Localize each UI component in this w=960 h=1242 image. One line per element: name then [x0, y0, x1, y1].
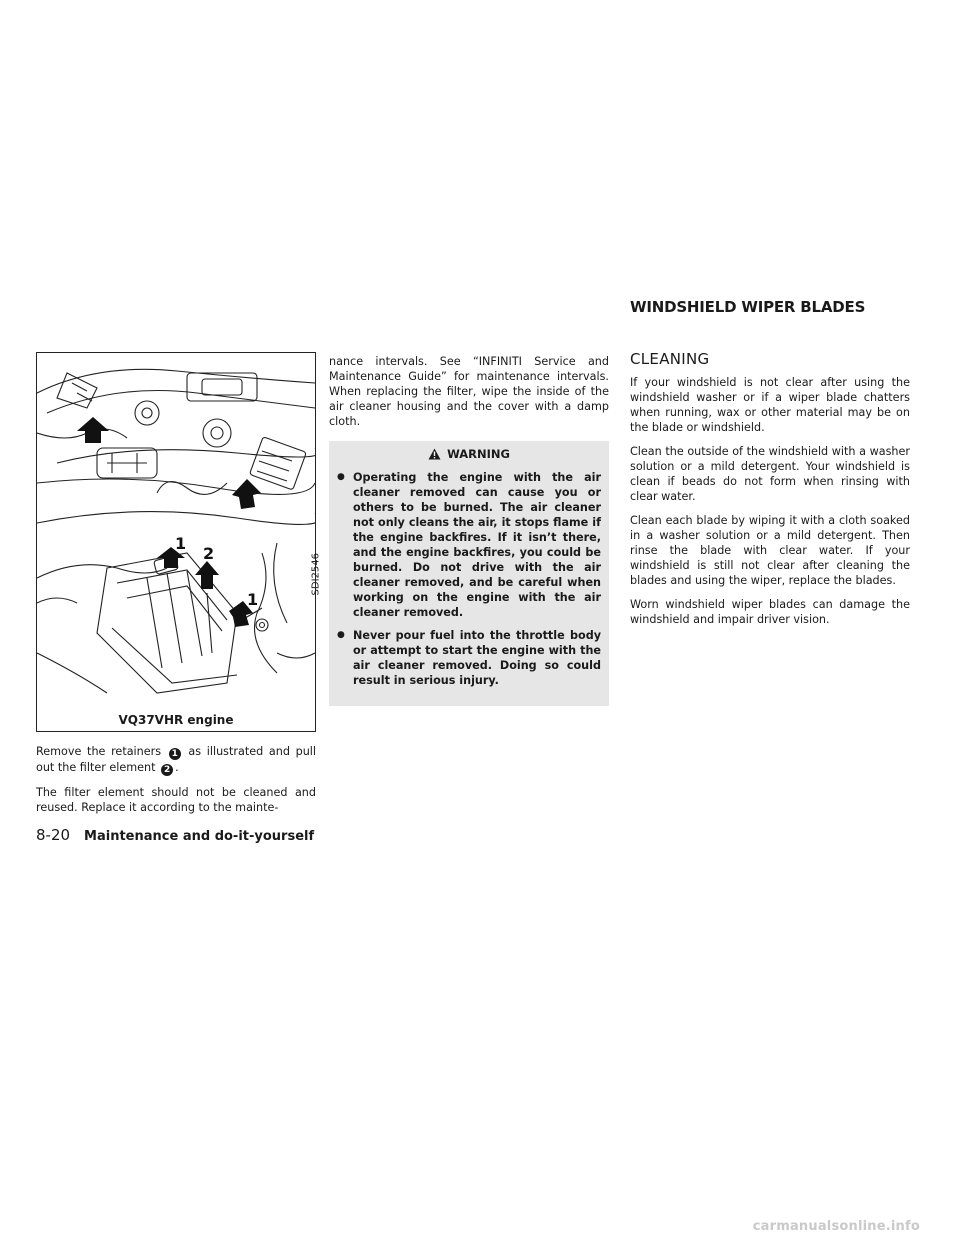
- warning-heading: WARNING: [337, 447, 601, 462]
- warning-icon: [428, 448, 441, 460]
- warning-box: [329, 441, 609, 706]
- engine-bay-drawing: [37, 353, 315, 708]
- middle-column: [329, 354, 609, 706]
- watermark: carmanualsonline.info: [752, 1219, 920, 1234]
- warning-item: ● Never pour fuel into the throttle body or attempt to start the engine with the air cleaner removed. Doing so could result in serious injury.: [337, 628, 601, 688]
- callout-badge-2: 2: [161, 764, 173, 776]
- figure-caption: VQ37VHR engine: [118, 713, 234, 727]
- section-title: WINDSHIELD WIPER BLADES: [630, 298, 866, 316]
- figure-callout-1a: 1: [175, 534, 187, 553]
- chapter-title: Maintenance and do-it-yourself: [84, 829, 315, 844]
- cleaning-heading: CLEANING: [630, 350, 710, 368]
- retainer-instruction: Remove the retainers 1 as illustrated and pull out the filter element 2 .: [36, 745, 317, 775]
- left-column: [36, 744, 316, 824]
- warning-list: [337, 470, 601, 688]
- cleaning-paragraph: Clean each blade by wiping it with a cloth soaked in a washer solution or a mild detergent. Then rinse the blade with clear water. If your windshield is still not clear after cleaning the blades and using the wiper, replace the blades.: [630, 514, 910, 587]
- cleaning-paragraph: Worn windshield wiper blades can damage the windshield and impair driver vision.: [630, 598, 910, 626]
- page-footer: [36, 826, 314, 844]
- warning-item: ● Operating the engine with the air cleaner removed can cause you or others to be burned. The air cleaner not only cleans the air, it stops flame if the engine backfires. If it isn’t there, and the engine backfires, you could be burned. Do not drive with the air cleaner removed, and be careful when working on the engine with the air cleaner removed.: [337, 470, 601, 620]
- maintenance-paragraph: nance intervals. See “INFINITI Service and Maintenance Guide” for maintenance intervals. When replacing the filter, wipe the inside of the air cleaner housing and the cover with a damp cloth.: [329, 355, 609, 428]
- cleaning-paragraph: If your windshield is not clear after using the windshield washer or if a wiper blade chatters when running, wax or other material may be on the blade or windshield.: [630, 376, 910, 434]
- figure-callout-1b: 1: [247, 590, 259, 609]
- figure-callout-2: 2: [203, 544, 215, 563]
- engine-illustration: [36, 352, 321, 732]
- callout-badge-1: 1: [169, 748, 181, 760]
- right-column: [630, 352, 910, 636]
- page-number: 8-20: [36, 826, 71, 844]
- figure-code: SDI2546: [310, 553, 321, 596]
- filter-paragraph: The filter element should not be cleaned and reused. Replace it according to the mainte-: [36, 786, 316, 814]
- cleaning-paragraph: Clean the outside of the windshield with a washer solution or a mild detergent. Your windshield is clean if beads do not form when rinsing with clear water.: [630, 445, 910, 503]
